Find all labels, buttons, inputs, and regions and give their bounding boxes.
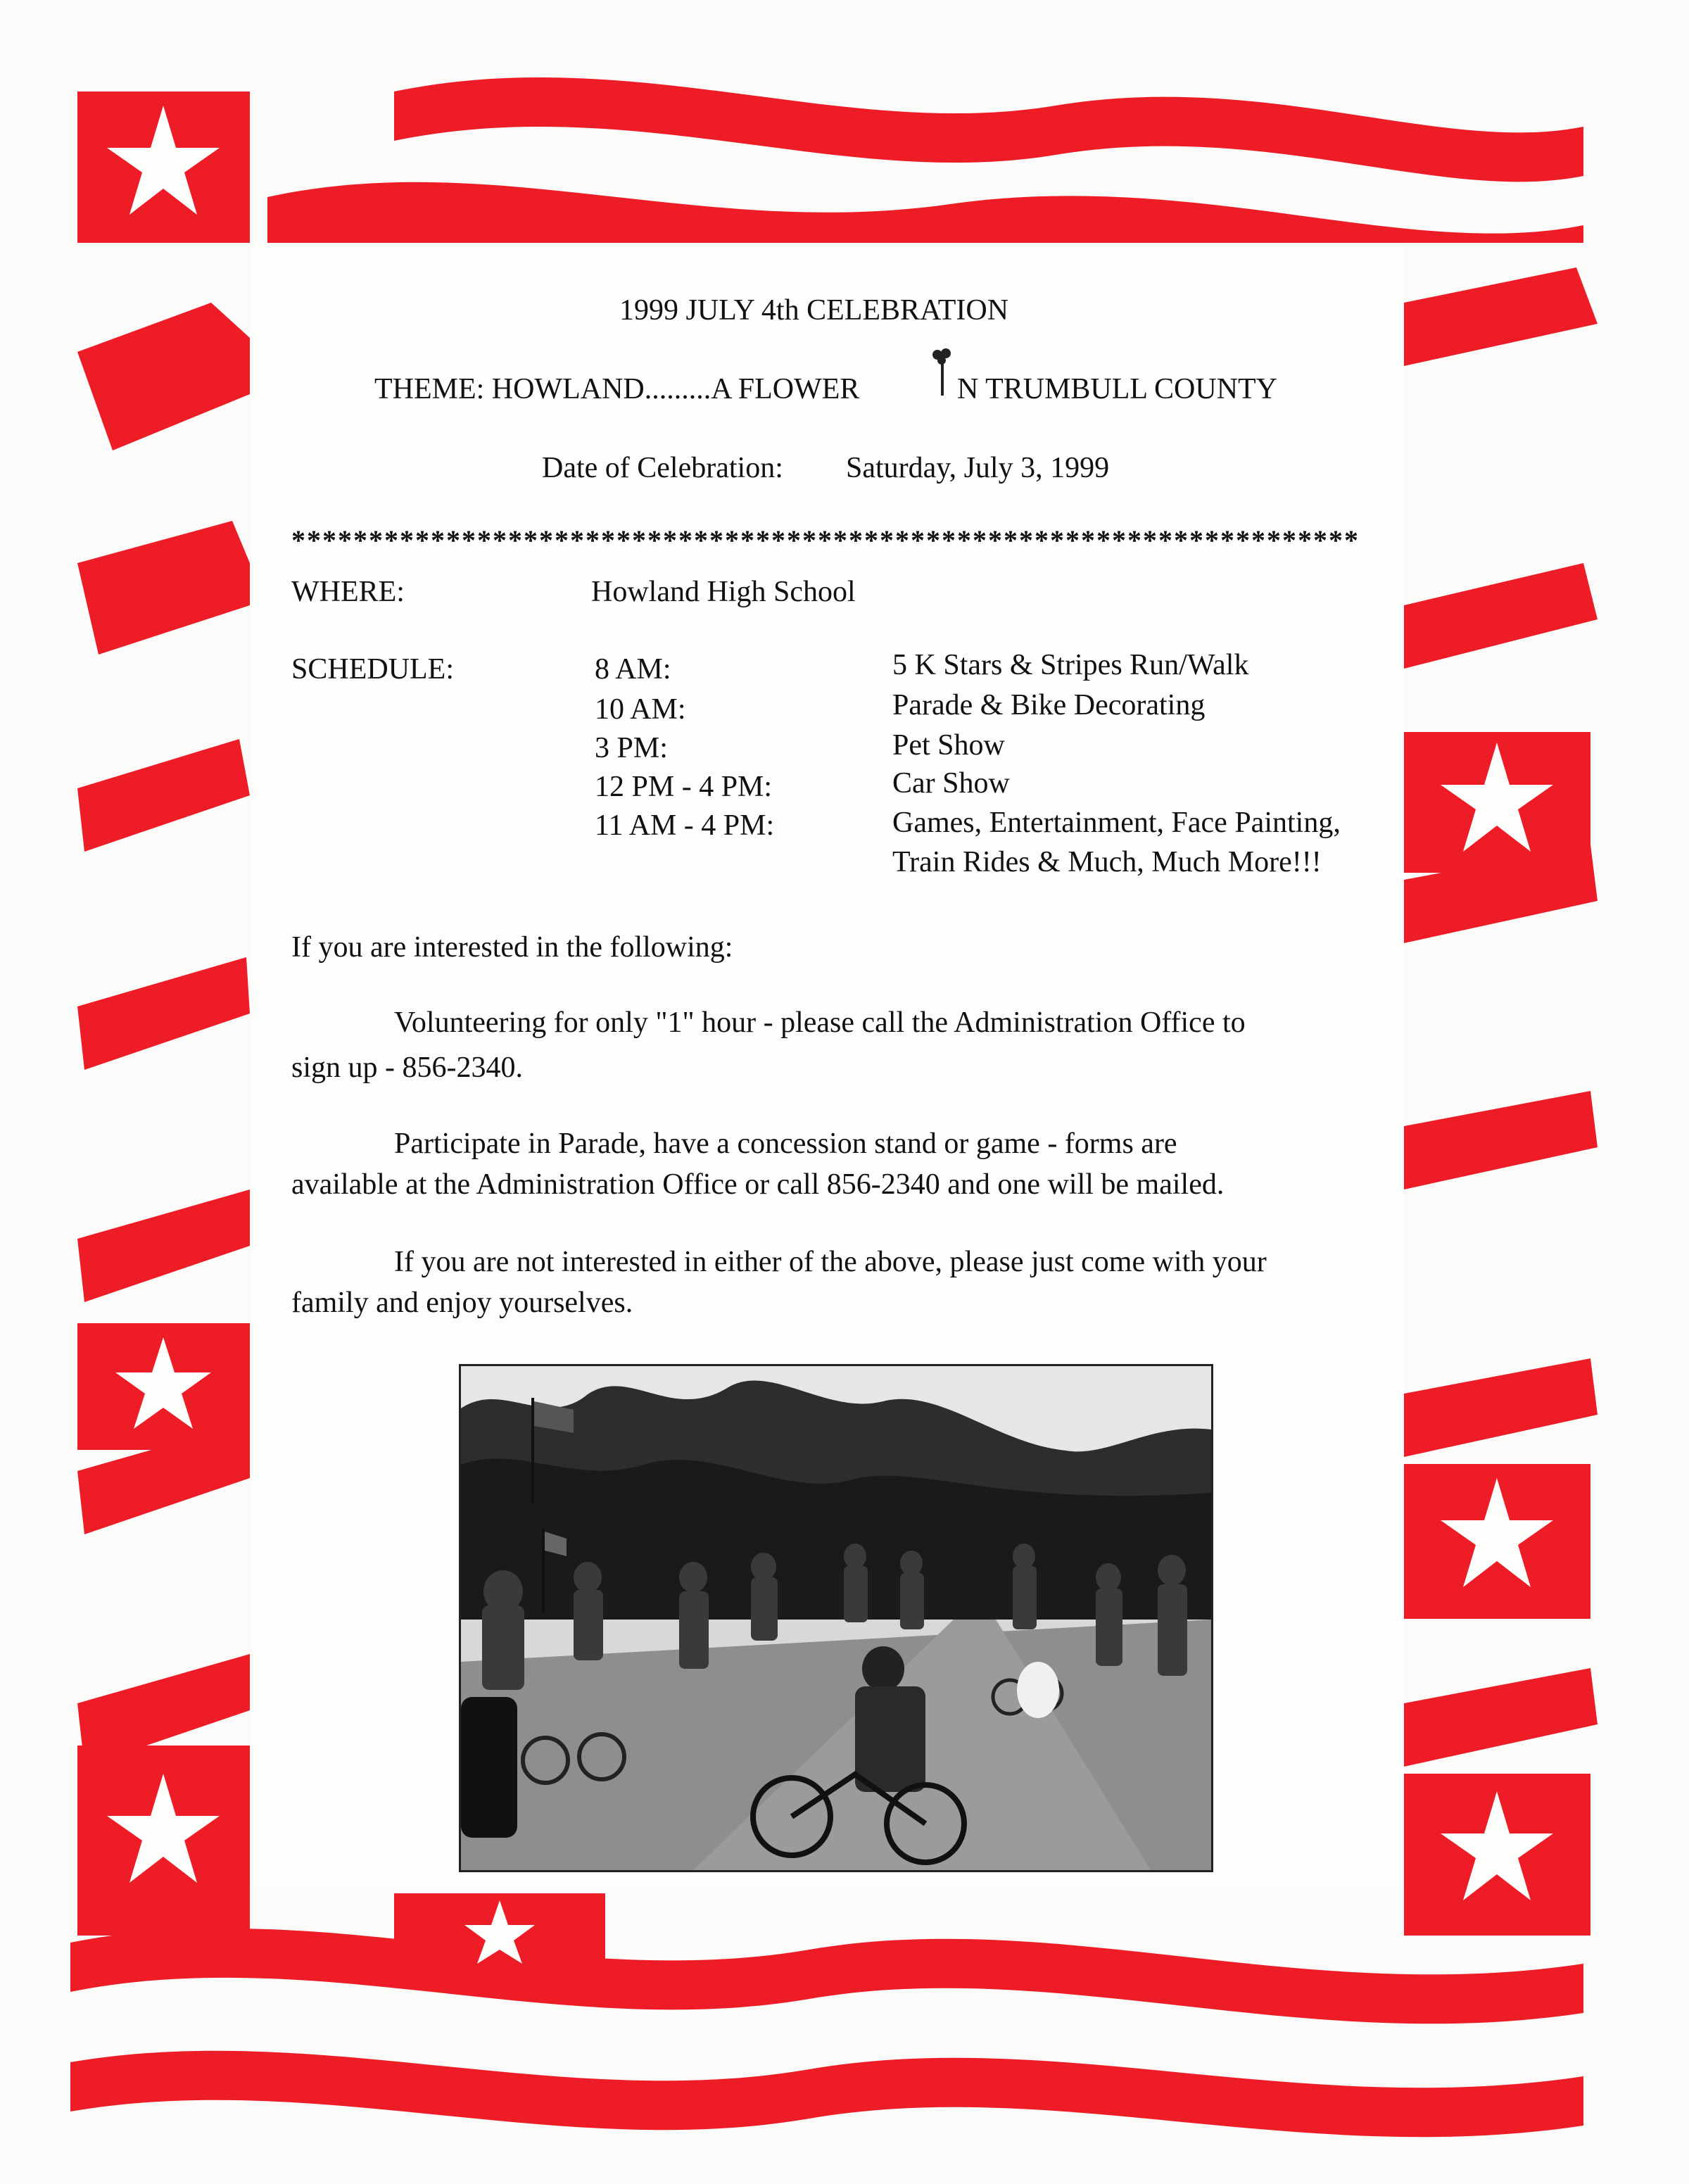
schedule-event: Pet Show (892, 729, 1005, 762)
closing-line-2: family and enjoy yourselves. (291, 1287, 633, 1319)
schedule-time: 12 PM - 4 PM: (595, 771, 773, 803)
where-value: Howland High School (591, 576, 856, 608)
date-value: Saturday, July 3, 1999 (846, 452, 1110, 484)
schedule-label: SCHEDULE: (291, 653, 454, 686)
schedule-event: Games, Entertainment, Face Painting, (892, 807, 1341, 839)
interest-intro: If you are interested in the following: (291, 931, 733, 964)
where-label: WHERE: (291, 576, 405, 608)
volunteer-line-1: Volunteering for only "1" hour - please call the Administration Office to (394, 1006, 1246, 1039)
schedule-event: Parade & Bike Decorating (892, 689, 1206, 721)
schedule-event: 5 K Stars & Stripes Run/Walk (892, 649, 1249, 681)
flower-icon (930, 348, 954, 397)
schedule-event: Car Show (892, 767, 1010, 800)
asterisk-divider: ********************************************************************* (291, 524, 1360, 556)
parade-photo (459, 1364, 1213, 1872)
parade-line-2: available at the Administration Office or call 856-2340 and one will be mailed. (291, 1168, 1225, 1201)
parade-photo-image (461, 1366, 1211, 1870)
theme-line-suffix: N TRUMBULL COUNTY (957, 373, 1278, 405)
schedule-time: 10 AM: (595, 693, 686, 726)
parade-line-1: Participate in Parade, have a concession stand or game - forms are (394, 1128, 1177, 1160)
schedule-continuation: Train Rides & Much, Much More!!! (892, 846, 1322, 878)
volunteer-line-2: sign up - 856-2340. (291, 1052, 523, 1084)
flyer-title: 1999 JULY 4th CELEBRATION (619, 294, 1009, 327)
date-label: Date of Celebration: (542, 452, 783, 484)
schedule-time: 11 AM - 4 PM: (595, 809, 775, 842)
schedule-time: 3 PM: (595, 732, 668, 764)
theme-line-prefix: THEME: HOWLAND.........A FLOWER (374, 373, 860, 405)
schedule-time: 8 AM: (595, 653, 671, 686)
closing-line-1: If you are not interested in either of the above, please just come with your (394, 1246, 1267, 1278)
